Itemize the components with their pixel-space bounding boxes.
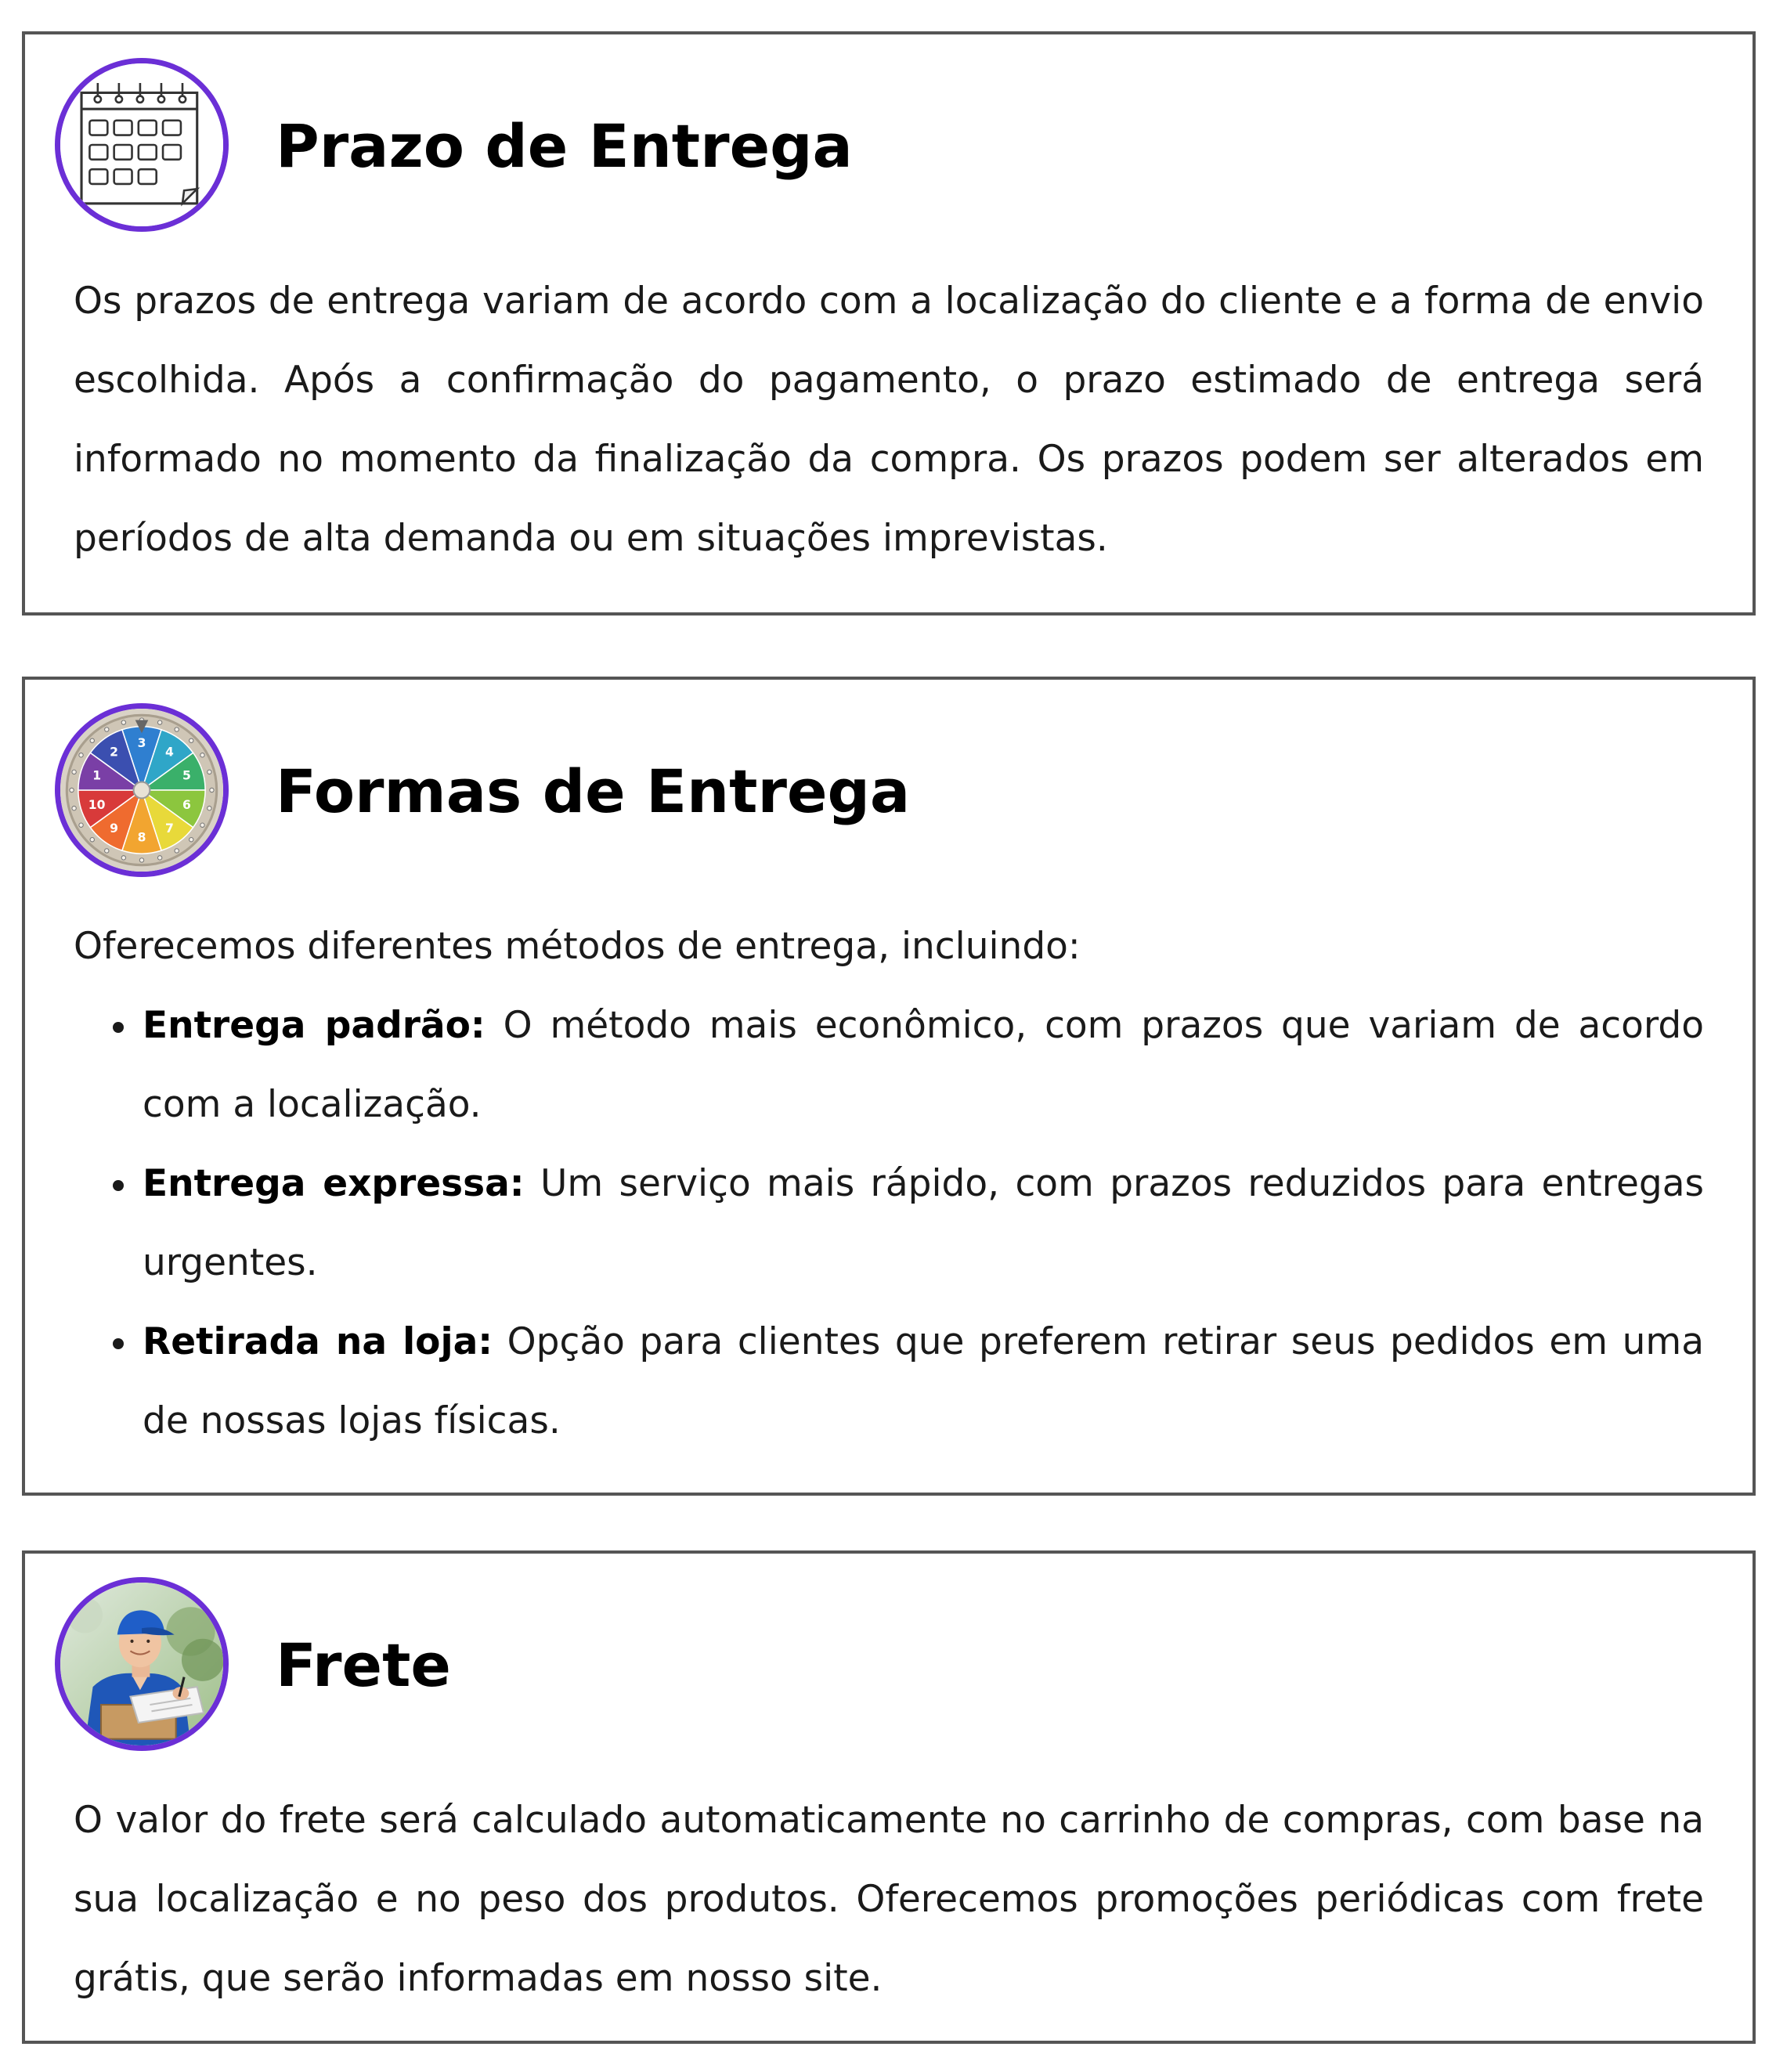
delivery-methods-list [74, 986, 1704, 1460]
delivery-time-paragraph: Os prazos de entrega variam de acordo com a localização do cliente e a forma de envio escolhida. Após a confirmação do pagamento, o prazo estimado de entrega será informado no momento da finalização da compra. Os prazos podem ser alterados em períodos de alta demanda ou em situações imprevistas. [74, 280, 1704, 560]
wheel-peg [157, 856, 161, 860]
wheel-peg [79, 753, 83, 757]
wheel-peg [72, 770, 76, 774]
wheel-peg [157, 720, 161, 724]
wheel-peg [72, 806, 76, 810]
wheel-peg [200, 823, 204, 827]
wheel-peg [90, 738, 94, 742]
wheel-number: 5 [182, 768, 191, 783]
wheel-peg [200, 753, 204, 757]
list-item [74, 1302, 1704, 1460]
wheel-number: 6 [182, 797, 191, 812]
wheel-peg [210, 788, 214, 792]
wheel-peg [208, 770, 211, 774]
wheel-peg [79, 823, 83, 827]
section-title: Prazo de Entrega [276, 111, 853, 181]
shipping-cost-card [22, 1550, 1756, 2044]
wheel-peg [105, 849, 109, 853]
delivery-man-photo [55, 1577, 229, 1751]
list-item-label: Retirada na loja: [143, 1320, 493, 1363]
wheel-peg [175, 849, 179, 853]
delivery-methods-card [22, 677, 1756, 1496]
wheel-peg [175, 727, 179, 731]
shipping-cost-paragraph: O valor do frete será calculado automaticamente no carrinho de compras, com base na sua localização e no peso dos produtos. Oferecemos promoções periódicas com frete grátis, que serão informadas em nosso site. [74, 1799, 1704, 2000]
delivery-methods-intro: Oferecemos diferentes métodos de entrega, incluindo: [74, 925, 1081, 968]
wheel-number: 8 [137, 830, 146, 845]
calendar-icon [55, 58, 229, 232]
list-item-label: Entrega padrão: [143, 1004, 486, 1047]
section-text [74, 907, 1704, 1460]
section-text [74, 1781, 1704, 2018]
list-item-text: Um serviço mais rápido, com prazos reduzidos para entregas urgentes. [143, 1162, 1704, 1284]
list-item [74, 986, 1704, 1144]
wheel-number: 10 [88, 797, 106, 812]
wheel-number: 4 [165, 745, 174, 760]
wheel-number: 7 [165, 821, 174, 836]
wheel-peg [70, 788, 74, 792]
wheel-peg [121, 856, 125, 860]
list-item [74, 1144, 1704, 1302]
wheel-peg [190, 738, 193, 742]
wheel-peg [105, 727, 109, 731]
list-item-text: Opção para clientes que preferem retirar seus pedidos em uma de nossas lojas físicas. [143, 1320, 1704, 1442]
section-title: Formas de Entrega [276, 756, 911, 826]
wheel-number: 9 [110, 821, 118, 836]
section-text [74, 262, 1704, 578]
wheel-peg [139, 858, 143, 862]
prize-wheel-icon [55, 703, 229, 877]
wheel-number: 2 [110, 745, 118, 760]
wheel-number: 3 [137, 735, 146, 750]
wheel-peg [121, 720, 125, 724]
list-item-text: O método mais econômico, com prazos que variam de acordo com a localização. [143, 1004, 1704, 1126]
list-item-label: Entrega expressa: [143, 1162, 525, 1205]
wheel-peg [190, 838, 193, 842]
section-title: Frete [276, 1630, 451, 1700]
wheel-peg [90, 838, 94, 842]
wheel-number: 1 [92, 768, 102, 783]
delivery-time-card [22, 31, 1756, 615]
wheel-peg [208, 806, 211, 810]
